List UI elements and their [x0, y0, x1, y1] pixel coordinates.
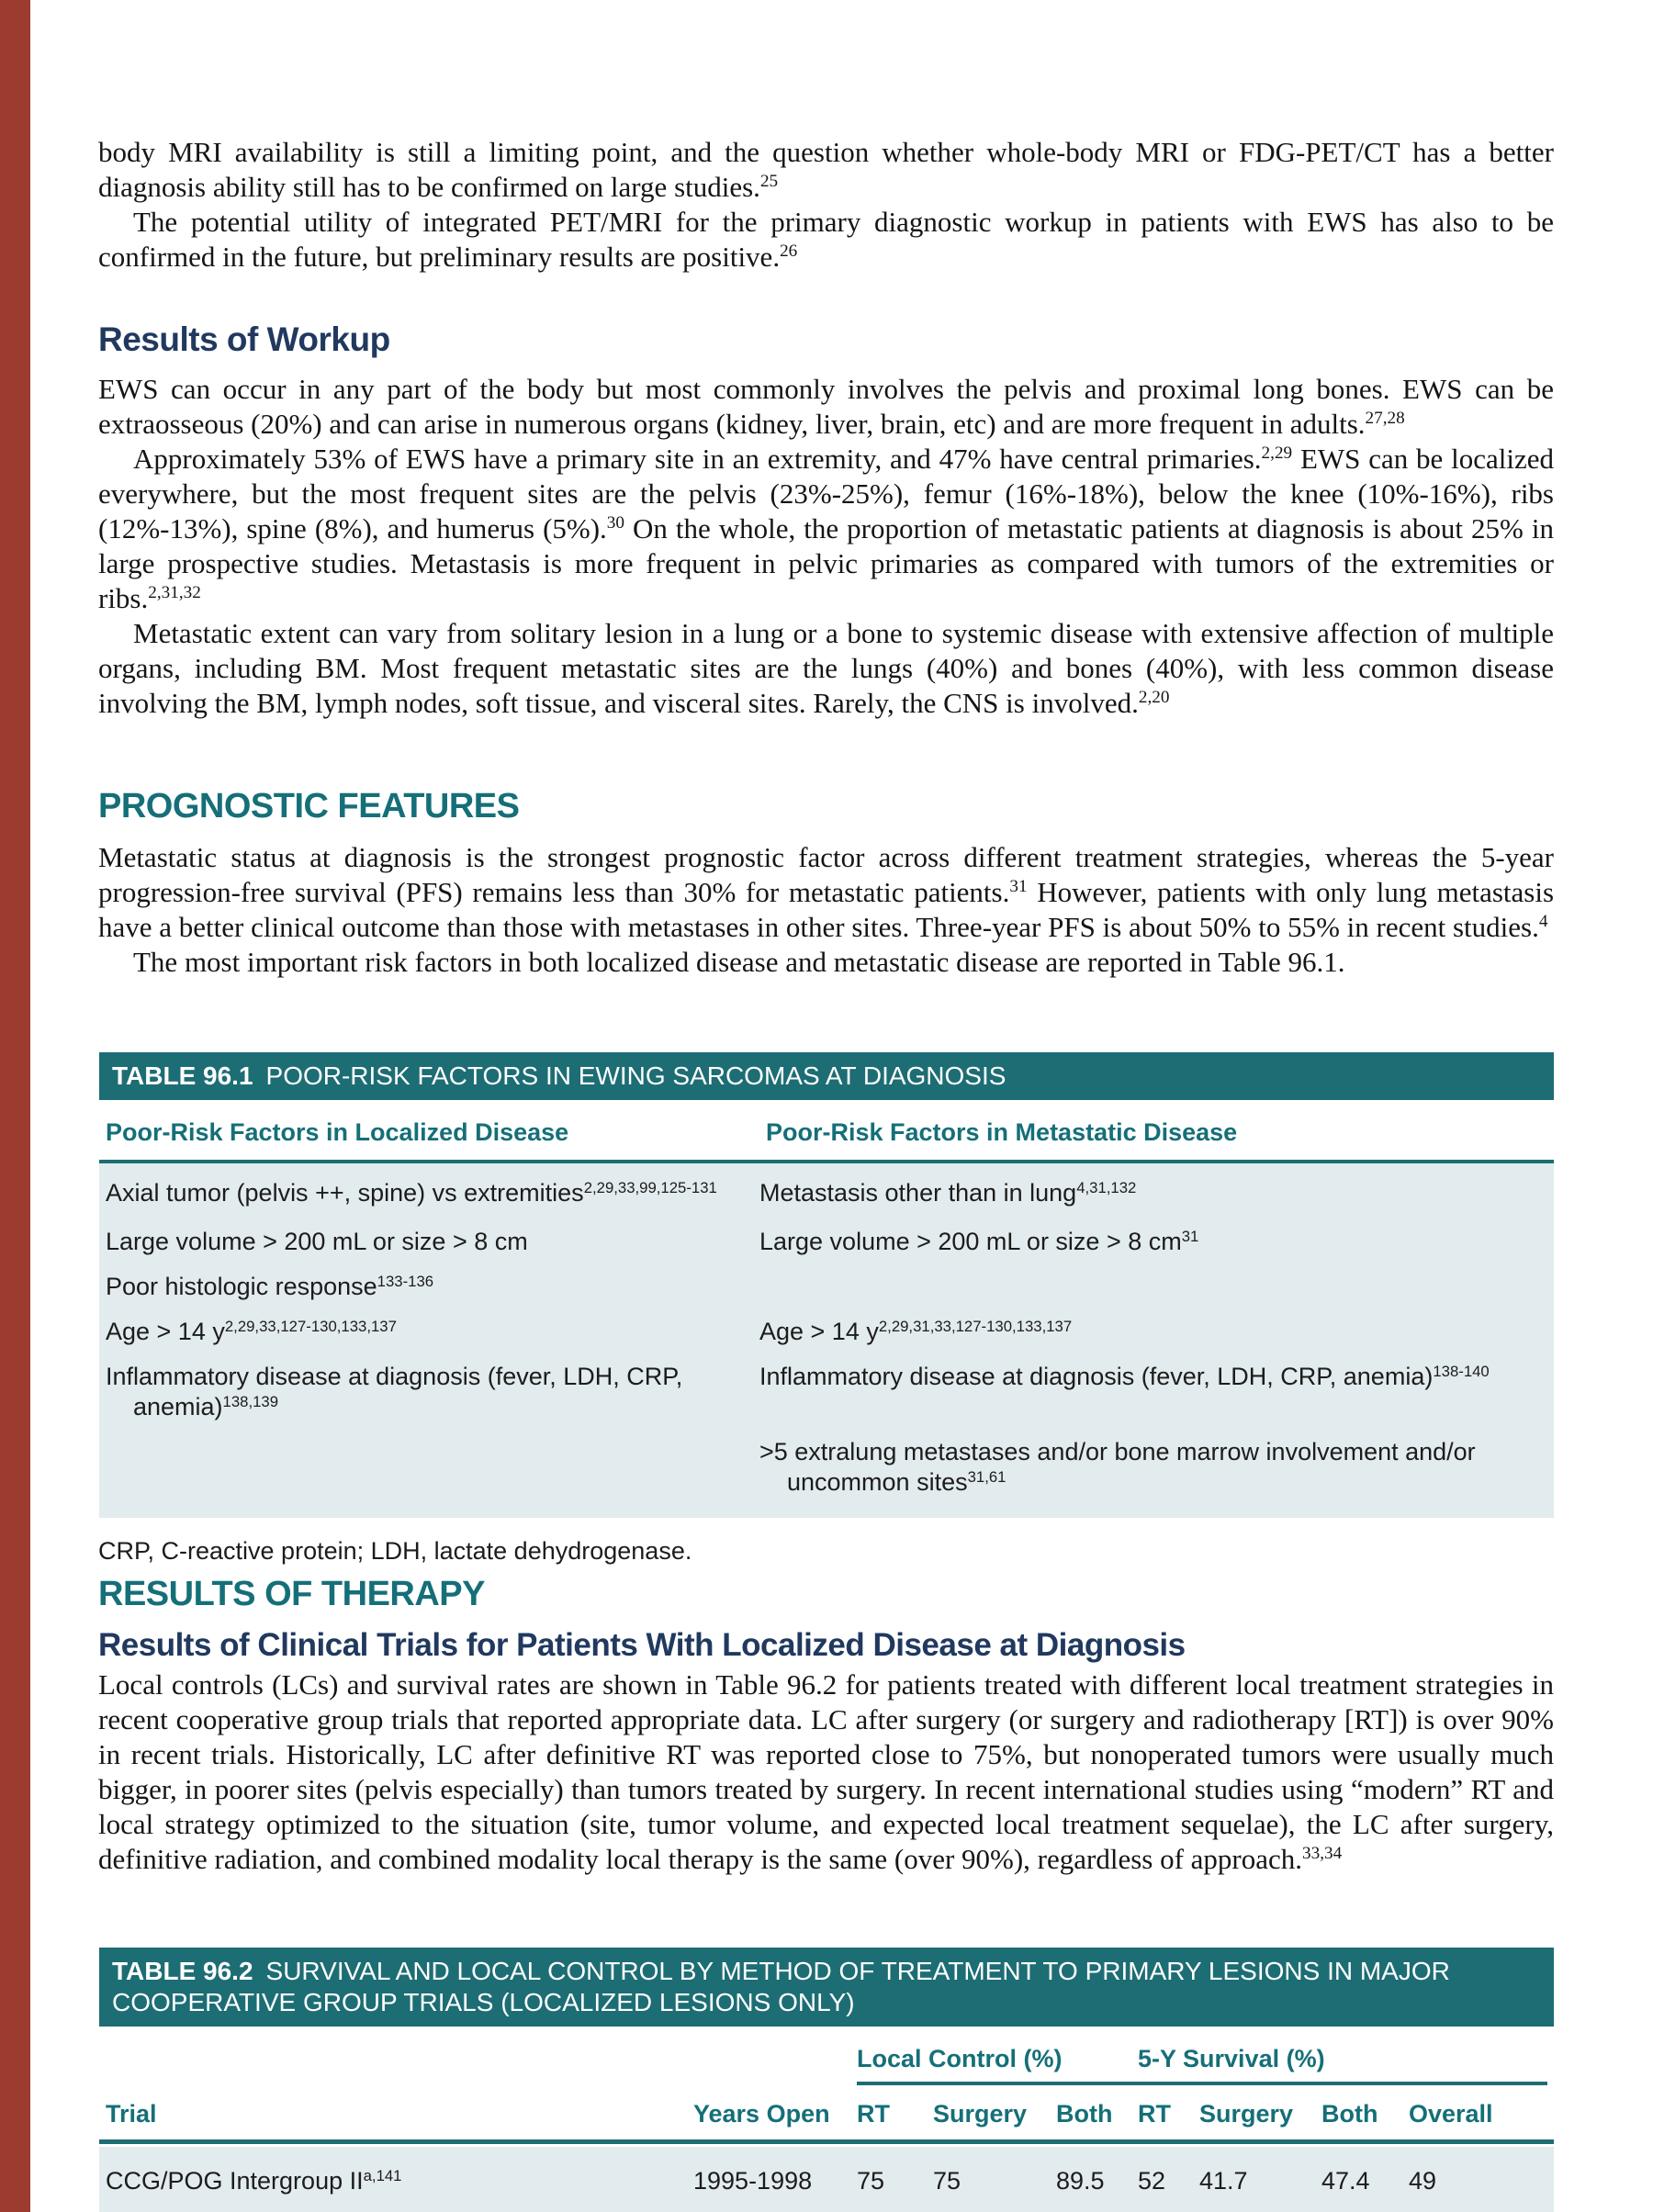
table-cell: Large volume > 200 mL or size > 8 cm [106, 1228, 528, 1255]
trial-cell: CCG/POG Intergroup II$^{a,141}$ [106, 2166, 402, 2195]
column-header-trial: Trial [106, 2100, 157, 2128]
table-96-2-header-rule [99, 2139, 1554, 2144]
workup-paragraph-3: Metastatic extent can vary from solitary lesion in a lung or a bone to systemic disease with extensive affection of multiple organs, including BM. Most frequent metastatic sites are the lungs (40%) and bones (40%), with less common disease involving the BM, lymph nodes, soft tissue, and visceral sites. Rarely, the CNS is involved.$^{2,20}$ [98, 617, 1554, 719]
table-row [99, 1317, 1554, 1347]
value-cell: 47.4 [1321, 2167, 1370, 2195]
table-96-1-title-bar [99, 1052, 1554, 1100]
table-row [99, 1437, 1554, 1498]
table-cell: Age > 14 $y^{2,29,31,33,127-130,133,137}$ [759, 1317, 1073, 1345]
table-cell: Poor histologic response$^{133-136}$ [106, 1272, 434, 1300]
column-header-both-lc: Both [1056, 2100, 1113, 2128]
table-96-1 [99, 1052, 1554, 1518]
workup-paragraph-1: EWS can occur in any part of the body but most commonly involves the pelvis and proximal long bones. EWS can be extraosseous (20%) and can arise in numerous organs (kidney, liver, brain, etc) and are more frequent in adults.$^{27,28}$ [98, 373, 1554, 440]
table-cell: Large volume > 200 mL or size > 8 $cm^{31}$ [759, 1227, 1199, 1255]
prognostic-paragraph-2: The most important risk factors in both localized disease and metastatic disease are reported in Table 96.1. [133, 946, 1345, 978]
column-header-rt-surv: RT [1138, 2100, 1171, 2128]
table-96-1-label: TABLE 96.1 [112, 1061, 253, 1090]
table-cell: Inflammatory disease at diagnosis (fever, LDH, CRP, anemia)$^{138,139}$ [106, 1363, 683, 1420]
prognostic-section [98, 840, 1554, 980]
intro-section [98, 135, 1554, 275]
table-row [99, 1272, 1554, 1302]
column-header-metastatic: Poor-Risk Factors in Metastatic Disease [766, 1118, 1238, 1146]
therapy-paragraph-1: Local controls (LCs) and survival rates are shown in Table 96.2 for patients treated with different local treatment strategies in recent cooperative group trials that reported appropriate data. LC after surgery (or surgery and radiotherapy [RT]) is over 90% in recent trials. Historically, LC after definitive RT was reported close to 75%, but nonoperated tumors were usually much bigger, in poorer sites (pelvis especially) than tumors treated by surgery. In recent international studies using “modern” RT and local strategy optimized to the situation (site, tumor volume, and expected local treatment sequelae), the LC after surgery, definitive radiation, and combined modality local therapy is the same (over 90%), regardless of approach.$^{33,34}$ [98, 1668, 1554, 1875]
years-cell: 1995-1998 [693, 2167, 813, 2195]
table-96-1-title: POOR-RISK FACTORS IN EWING SARCOMAS AT DIAGNOSIS [265, 1061, 1006, 1090]
table-96-2 [99, 1948, 1554, 2212]
therapy-section [98, 1667, 1554, 1877]
table-cell: >5 extralung metastases and/or bone marrow involvement and/or uncommon sites$^{31,61}$ [759, 1438, 1476, 1496]
column-header-surgery-lc: Surgery [933, 2100, 1028, 2128]
table-row [99, 1178, 1554, 1208]
group-header-local-control: Local Control (%) [857, 2045, 1063, 2072]
subheading-clinical-trials-localized: Results of Clinical Trials for Patients With Localized Disease at Diagnosis [98, 1627, 1186, 1663]
value-cell: 49 [1409, 2167, 1437, 2195]
value-cell: 41.7 [1199, 2167, 1248, 2195]
section-heading-results-of-workup: Results of Workup [98, 320, 390, 358]
column-header-overall: Overall [1409, 2100, 1493, 2128]
value-cell: 75 [857, 2167, 885, 2195]
table-cell: Age > 14 $y^{2,29,33,127-130,133,137}$ [106, 1317, 397, 1345]
table-96-2-title: SURVIVAL AND LOCAL CONTROL BY METHOD OF TREATMENT TO PRIMARY LESIONS IN MAJOR COOPERATIVE GROUP TRIALS (LOCALIZED LESIONS ONLY) [112, 1957, 1450, 2016]
table-96-1-column-headers [99, 1100, 1554, 1160]
table-cell: Inflammatory disease at diagnosis (fever, LDH, CRP, anemia)$^{138-140}$ [759, 1362, 1490, 1390]
table-cell [99, 1437, 753, 1498]
value-cell: 89.5 [1056, 2167, 1105, 2195]
table-cell: Metastasis other than in lung$^{4,31,132}$ [759, 1178, 1137, 1207]
group-header-rule [857, 2082, 1547, 2085]
section-heading-prognostic-features: PROGNOSTIC FEATURES [98, 787, 520, 825]
table-row [99, 1227, 1554, 1257]
table-96-2-label: TABLE 96.2 [112, 1957, 253, 1985]
table-96-1-footnote: CRP, C-reactive protein; LDH, lactate dehydrogenase. [98, 1537, 692, 1565]
column-header-localized: Poor-Risk Factors in Localized Disease [106, 1118, 569, 1146]
section-heading-results-of-therapy: RESULTS OF THERAPY [98, 1575, 485, 1613]
prognostic-paragraph-1: Metastatic status at diagnosis is the strongest prognostic factor across different treatment strategies, whereas the 5-year progression-free survival (PFS) remains less than 30% for metastatic patients.$^{31}$ However, patients with only lung metastasis have a better clinical outcome than those with metastases in other sites. Three-year PFS is about 50% to 55% in recent studies.$^4$ [98, 841, 1555, 943]
value-cell: 75 [933, 2167, 961, 2195]
column-header-rt-lc: RT [857, 2100, 890, 2128]
column-header-both-surv: Both [1321, 2100, 1378, 2128]
workup-section [98, 372, 1554, 721]
table-96-2-group-headers [99, 2045, 1554, 2085]
table-96-2-column-headers [99, 2100, 1554, 2139]
column-header-surgery-surv: Surgery [1199, 2100, 1294, 2128]
table-96-2-title-bar [99, 1948, 1554, 2027]
group-header-5y-survival: 5-Y Survival (%) [1138, 2045, 1325, 2072]
table-cell [753, 1272, 1554, 1302]
workup-paragraph-2: Approximately 53% of EWS have a primary site in an extremity, and 47% have central primaries.$^{2,29}$ EWS can be localized everywhere, but the most frequent sites are the pelvis (23%-25%), femur (16%-18%), below the knee (10%-16%), ribs (12%-13%), spine (8%), and humerus (5%).$^{30}$ On the whole, the proportion of metastatic patients at diagnosis is about 25% in large prospective studies. Metastasis is more frequent in pelvic primaries as compared with tumors of the extremities or ribs.$^{2,31,32}$ [98, 443, 1554, 614]
table-row [99, 1362, 1554, 1422]
intro-paragraph-2: The potential utility of integrated PET/MRI for the primary diagnostic workup in patients with EWS has also to be confirmed in the future, but preliminary results are positive.$^{26}$ [98, 206, 1554, 273]
table-96-1-body [99, 1163, 1554, 1518]
table-row [99, 2147, 1554, 2212]
intro-paragraph-1: body MRI availability is still a limiting point, and the question whether whole-body MRI or FDG-PET/CT has a better diagnosis ability still has to be confirmed on large studies.$^{25}$ [98, 136, 1554, 203]
value-cell: 52 [1138, 2167, 1166, 2195]
column-header-years-open: Years Open [693, 2100, 830, 2128]
page-edge-bar [0, 0, 30, 2212]
table-cell: Axial tumor (pelvis ++, spine) vs extremities$^{2,29,33,99,125-131}$ [106, 1178, 717, 1207]
